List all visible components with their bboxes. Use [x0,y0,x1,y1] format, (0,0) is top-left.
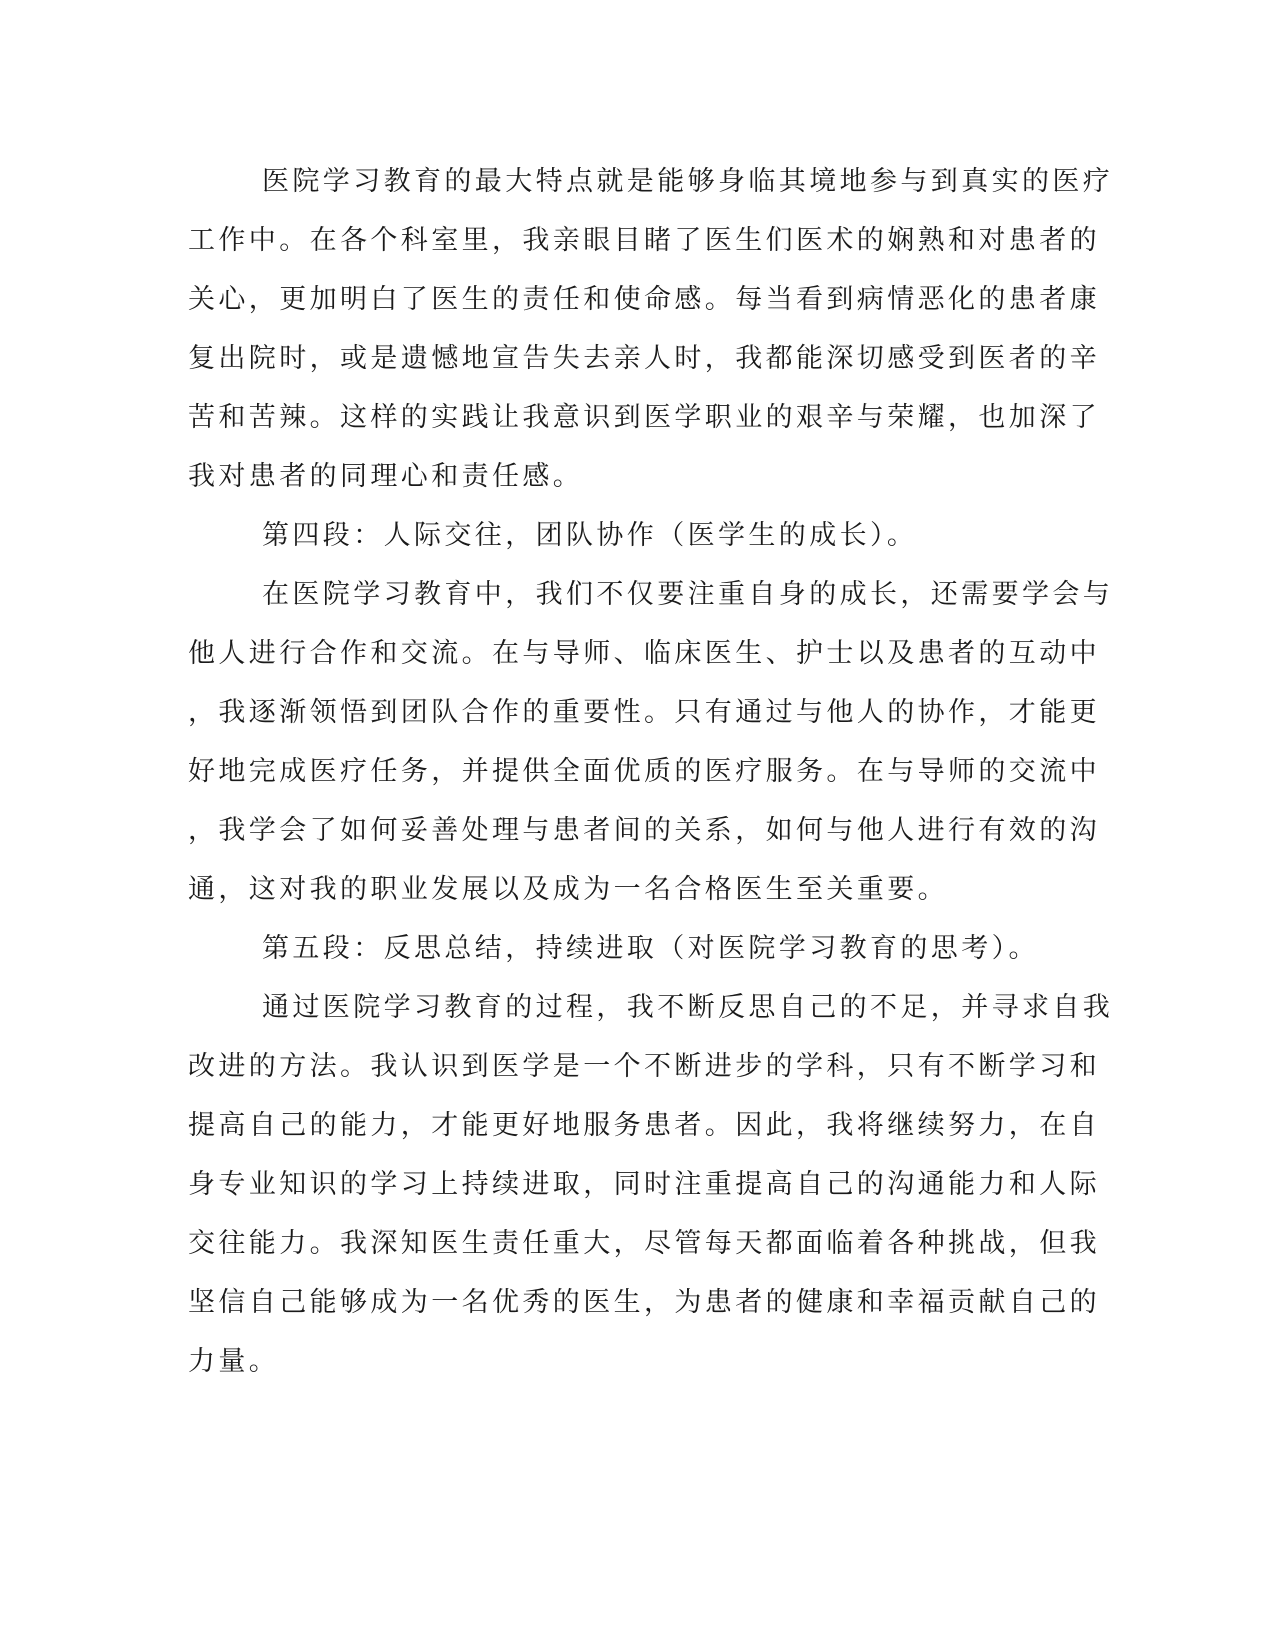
section-heading: 第五段：反思总结，持续进取（对医院学习教育的思考）。 [262,933,1039,964]
paragraph-line: 在医院学习教育中，我们不仅要注重自身的成长，还需要学会与 [262,579,1114,610]
paragraph-line: 复出院时，或是遗憾地宣告失去亲人时，我都能深切感受到医者的辛 [188,343,1100,374]
paragraph-line: 好地完成医疗任务，并提供全面优质的医疗服务。在与导师的交流中 [188,756,1100,787]
paragraph-line: 力量。 [188,1346,280,1377]
paragraph-line: 我对患者的同理心和责任感。 [188,461,584,492]
paragraph-line: 苦和苦辣。这样的实践让我意识到医学职业的艰辛与荣耀，也加深了 [188,402,1100,433]
section-heading: 第四段：人际交往，团队协作（医学生的成长）。 [262,520,918,551]
paragraph-line: 改进的方法。我认识到医学是一个不断进步的学科，只有不断学习和 [188,1051,1100,1082]
paragraph-line: 通过医院学习教育的过程，我不断反思自己的不足，并寻求自我 [262,992,1114,1023]
paragraph-line: 提高自己的能力，才能更好地服务患者。因此，我将继续努力，在自 [188,1110,1100,1141]
paragraph-line: ，我逐渐领悟到团队合作的重要性。只有通过与他人的协作，才能更 [188,697,1100,728]
paragraph-line: 工作中。在各个科室里，我亲眼目睹了医生们医术的娴熟和对患者的 [188,225,1100,256]
paragraph-line: 关心，更加明白了医生的责任和使命感。每当看到病情恶化的患者康 [188,284,1100,315]
paragraph-line: ，我学会了如何妥善处理与患者间的关系，如何与他人进行有效的沟 [188,815,1100,846]
paragraph-line: 坚信自己能够成为一名优秀的医生，为患者的健康和幸福贡献自己的 [188,1287,1100,1318]
paragraph-line: 通，这对我的职业发展以及成为一名合格医生至关重要。 [188,874,948,905]
paragraph-line: 医院学习教育的最大特点就是能够身临其境地参与到真实的医疗 [262,166,1114,197]
paragraph-line: 交往能力。我深知医生责任重大，尽管每天都面临着各种挑战，但我 [188,1228,1100,1259]
paragraph-line: 身专业知识的学习上持续进取，同时注重提高自己的沟通能力和人际 [188,1169,1100,1200]
paragraph-line: 他人进行合作和交流。在与导师、临床医生、护士以及患者的互动中 [188,638,1100,669]
